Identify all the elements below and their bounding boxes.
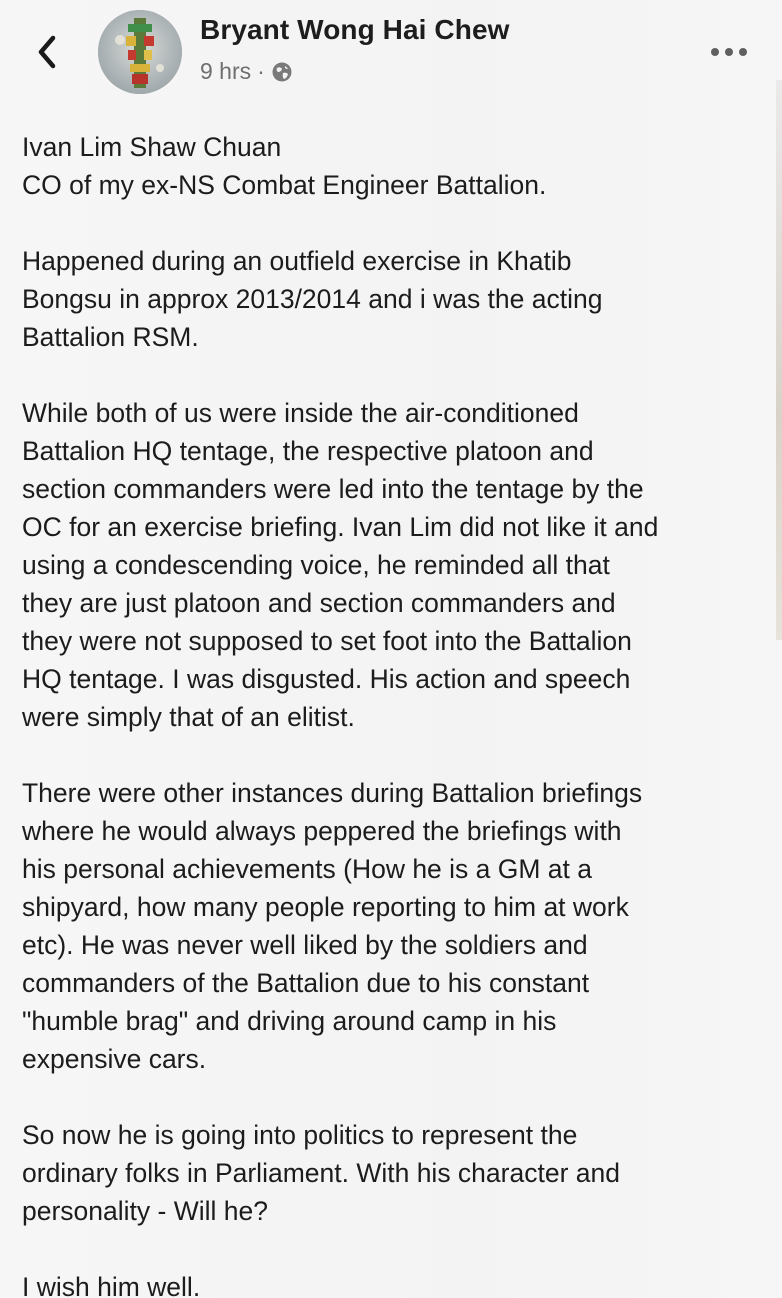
chevron-left-icon <box>35 34 59 70</box>
globe-icon <box>271 61 293 83</box>
screen-edge <box>776 80 782 640</box>
avatar-image <box>98 10 182 94</box>
post-paragraph: So now he is going into politics to represent the ordinary folks in Parliament. With his character and personality - Will he? <box>22 1120 620 1226</box>
more-options-button[interactable] <box>706 40 752 64</box>
post-paragraph: I wish him well. <box>22 1272 201 1298</box>
post-paragraph: Ivan Lim Shaw Chuan CO of my ex-NS Combat Engineer Battalion. <box>22 132 547 200</box>
post-body <box>22 128 767 1298</box>
post-timestamp[interactable]: 9 hrs <box>200 58 252 84</box>
meta-separator: · <box>257 58 265 84</box>
avatar[interactable] <box>98 10 182 94</box>
back-button[interactable] <box>30 30 64 74</box>
author-name[interactable]: Bryant Wong Hai Chew <box>200 14 510 45</box>
more-horizontal-icon <box>709 47 749 57</box>
post-paragraph: There were other instances during Battalion briefings where he would always peppered the briefings with his personal achievements (How he is a GM at a shipyard, how many people reporting to him at work etc). He was never well liked by the soldiers and commanders of the Battalion due to his constant "humble brag" and driving around camp in his expensive cars. <box>22 778 643 1074</box>
post-paragraph: Happened during an outfield exercise in Khatib Bongsu in approx 2013/2014 and i was the acting Battalion RSM. <box>22 246 603 352</box>
post-paragraph: While both of us were inside the air-conditioned Battalion HQ tentage, the respective platoon and section commanders were led into the tentage by the OC for an exercise briefing. Ivan Lim did not like it and using a condescending voice, he reminded all that they are just platoon and section commanders and they were not supposed to set foot into the Battalion HQ tentage. I was disgusted. His action and speech were simply that of an elitist. <box>22 398 659 732</box>
post-meta <box>200 58 293 85</box>
post-header <box>0 0 782 110</box>
